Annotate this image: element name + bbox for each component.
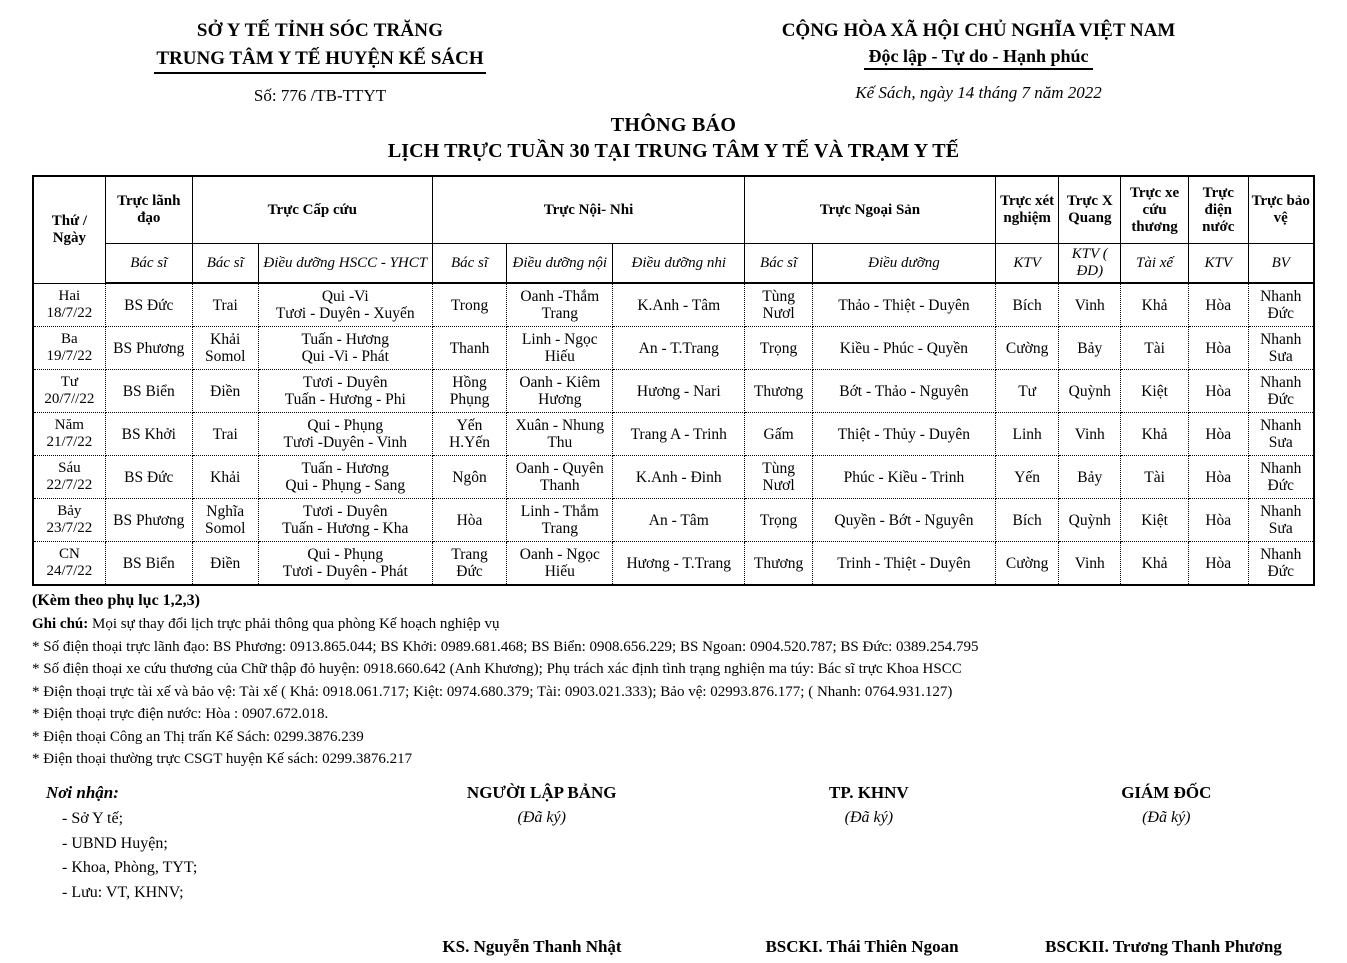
- internal-nurse-line: Thanh: [540, 477, 580, 495]
- director-signed-mark: (Đã ký): [1142, 808, 1191, 826]
- internal-doctor-line: Hồng: [452, 373, 487, 391]
- cell-xray-tech: Vinh: [1059, 413, 1121, 456]
- cell-pediatric-nurse: An - T.Trang: [613, 327, 745, 370]
- cell-surgery-doctor: Gấm: [745, 413, 813, 456]
- security-guard-line: Nhanh: [1260, 502, 1302, 520]
- emergency-nurse-line: Tuấn - Hương: [301, 459, 390, 477]
- internal-nurse-line: Oanh -Thắm: [520, 287, 600, 305]
- cell-emergency-nurse: [258, 327, 432, 370]
- internal-nurse-line: Hiếu: [544, 563, 575, 581]
- cell-security-guard: [1248, 413, 1314, 456]
- cell-emergency-nurse: [258, 370, 432, 413]
- attachment-note: (Kèm theo phụ lục 1,2,3): [32, 592, 200, 610]
- cell-driver: Khả: [1121, 542, 1189, 586]
- cell-emergency-nurse: [258, 542, 432, 586]
- internal-nurse-line: Linh - Thắm: [520, 502, 599, 520]
- motto-wrap: [640, 44, 1317, 70]
- ghichu-label: Ghi chú:: [32, 616, 89, 633]
- cell-xray-tech: Vinh: [1059, 283, 1121, 327]
- note-phone-utilities: * Điện thoại trực điện nước: Hòa : 0907.672.018.: [32, 706, 329, 723]
- khnv-signed-mark: (Đã ký): [844, 808, 894, 826]
- security-guard-line: Nhanh: [1260, 416, 1302, 434]
- cell-surgery-doctor: [745, 456, 813, 499]
- internal-nurse-line: Thu: [547, 434, 573, 452]
- cell-internal-doctor: [432, 370, 506, 413]
- emergency-nurse-line: Tươi - Duyên: [302, 373, 388, 391]
- notes-section: [32, 592, 1315, 771]
- internal-nurse-line: Oanh - Ngọc: [519, 545, 600, 563]
- cell-driver: Tài: [1121, 327, 1189, 370]
- internal-doctor-line: Phụng: [449, 391, 490, 409]
- header-leadership: Trực lãnh đạo: [105, 176, 192, 244]
- cell-leadership-doctor: BS Phương: [105, 327, 192, 370]
- emergency-doctor-line: Somol: [204, 520, 246, 538]
- emergency-nurse-line: Tuấn - Hương: [301, 330, 390, 348]
- surgery-doctor-line: Nươl: [762, 305, 795, 323]
- cell-utilities-tech: Hòa: [1189, 499, 1248, 542]
- emergency-nurse-line: Qui - Phụng: [307, 545, 384, 563]
- internal-nurse-line: Hương: [538, 391, 582, 409]
- header-internal-pediatric: Trực Nội- Nhi: [432, 176, 744, 244]
- header-emergency: Trực Cấp cứu: [192, 176, 432, 244]
- cell-driver: Kiệt: [1121, 499, 1189, 542]
- cell-security-guard: [1248, 499, 1314, 542]
- recipients-title: Nơi nhận:: [46, 782, 119, 802]
- day-name: Hai: [58, 288, 81, 305]
- subheader-surgery-nurse: Điều dưỡng: [813, 244, 996, 284]
- cell-lab-tech: Bích: [995, 283, 1059, 327]
- subheader-driver: Tài xế: [1121, 244, 1189, 284]
- preparer-name: KS. Nguyễn Thanh Nhật: [442, 936, 622, 956]
- cell-surgery-nurse: Quyền - Bớt - Nguyên: [813, 499, 996, 542]
- cell-driver: Khả: [1121, 283, 1189, 327]
- day-name: Năm: [54, 417, 84, 434]
- table-row: [33, 542, 1314, 586]
- cell-utilities-tech: Hòa: [1189, 542, 1248, 586]
- national-heading: [640, 18, 1347, 106]
- header-xray: Trực X Quang: [1059, 176, 1121, 244]
- surgery-doctor-line: Tùng: [762, 287, 795, 305]
- cell-xray-tech: Quỳnh: [1059, 370, 1121, 413]
- table-row: [33, 499, 1314, 542]
- khnv-title: TP. KHNV: [829, 782, 909, 802]
- cell-pediatric-nurse: Hương - T.Trang: [613, 542, 745, 586]
- cell-surgery-nurse: Trinh - Thiệt - Duyên: [813, 542, 996, 586]
- cell-lab-tech: Linh: [995, 413, 1059, 456]
- cell-internal-nurse: [507, 327, 613, 370]
- cell-lab-tech: Cường: [995, 327, 1059, 370]
- cell-security-guard: [1248, 456, 1314, 499]
- security-guard-line: Nhanh: [1260, 373, 1302, 391]
- cell-utilities-tech: Hòa: [1189, 456, 1248, 499]
- emergency-nurse-line: Tươi -Duyên - Vinh: [283, 434, 407, 452]
- header-ambulance: Trực xe cứu thương: [1121, 176, 1189, 244]
- subheader-internal-nurse: Điều dưỡng nội: [507, 244, 613, 284]
- cell-security-guard: [1248, 327, 1314, 370]
- khnv-head-name: BSCKI. Thái Thiên Ngoan: [765, 936, 959, 956]
- day-name: Ba: [61, 331, 78, 348]
- cell-surgery-doctor: Trọng: [745, 327, 813, 370]
- emergency-doctor-line: Somol: [204, 348, 246, 366]
- emergency-nurse-line: Tuấn - Hương - Kha: [282, 520, 409, 538]
- recipient-item: - Khoa, Phòng, TYT;: [62, 859, 198, 877]
- header-surgery-obstetrics: Trực Ngoại Sản: [745, 176, 996, 244]
- subheader-pediatric-nurse: Điều dưỡng nhi: [613, 244, 745, 284]
- signature-section: [32, 783, 1315, 963]
- subheader-lab-tech: KTV: [995, 244, 1059, 284]
- day-date: 22/7/22: [46, 477, 93, 494]
- note-phone-ambulance: * Số điện thoại xe cứu thương của Chữ thập đỏ huyện: 0918.660.642 (Anh Khương); Phụ trách xác định tình trạng nghiện ma túy: Bác sĩ trực Khoa HSCC: [32, 661, 962, 678]
- cell-surgery-nurse: Phúc - Kiều - Trinh: [813, 456, 996, 499]
- cell-surgery-doctor: [745, 283, 813, 327]
- cell-emergency-doctor: Điền: [192, 370, 258, 413]
- cell-internal-doctor: [432, 413, 506, 456]
- signature-director: [1018, 783, 1315, 906]
- security-guard-line: Sưa: [1268, 348, 1293, 366]
- district-health-center-wrap: [0, 46, 640, 75]
- cell-lab-tech: Yến: [995, 456, 1059, 499]
- cell-emergency-nurse: [258, 283, 432, 327]
- cell-internal-nurse: [507, 283, 613, 327]
- cell-internal-doctor: Hòa: [432, 499, 506, 542]
- security-guard-line: Nhanh: [1260, 459, 1302, 477]
- cell-leadership-doctor: BS Biển: [105, 370, 192, 413]
- subheader-leadership-doctor: Bác sĩ: [105, 244, 192, 284]
- cell-surgery-nurse: Bớt - Thảo - Nguyên: [813, 370, 996, 413]
- cell-internal-doctor: [432, 542, 506, 586]
- table-row: [33, 456, 1314, 499]
- cell-security-guard: [1248, 283, 1314, 327]
- internal-doctor-line: H.Yến: [449, 434, 490, 452]
- table-row: [33, 327, 1314, 370]
- cell-emergency-doctor: Điền: [192, 542, 258, 586]
- subheader-utilities-tech: KTV: [1189, 244, 1248, 284]
- cell-leadership-doctor: BS Đức: [105, 456, 192, 499]
- cell-surgery-doctor: Thương: [745, 370, 813, 413]
- district-health-center: TRUNG TÂM Y TẾ HUYỆN KẾ SÁCH: [154, 46, 485, 75]
- subheader-security-guard: BV: [1248, 244, 1314, 284]
- cell-lab-tech: Tư: [995, 370, 1059, 413]
- cell-leadership-doctor: BS Khởi: [105, 413, 192, 456]
- document-number: Số: 776 /TB-TTYT: [253, 86, 387, 106]
- cell-utilities-tech: Hòa: [1189, 327, 1248, 370]
- emergency-doctor-line: Nghĩa: [206, 502, 245, 520]
- emergency-nurse-line: Qui -Vi: [321, 287, 369, 305]
- security-guard-line: Đức: [1267, 563, 1294, 581]
- day-name: Sáu: [58, 460, 81, 477]
- cell-day-date: [33, 456, 105, 499]
- cell-emergency-nurse: [258, 499, 432, 542]
- table-row: [33, 283, 1314, 327]
- security-guard-line: Đức: [1267, 305, 1294, 323]
- cell-internal-nurse: [507, 413, 613, 456]
- recipients-block: [32, 783, 363, 906]
- security-guard-line: Nhanh: [1260, 545, 1302, 563]
- surgery-doctor-line: Tùng: [762, 459, 795, 477]
- note-phone-driver-security: * Điện thoại trực tài xế và bảo vệ: Tài xế ( Khả: 0918.061.717; Kiệt: 0974.680.379; Tài: 0903.021.333); Bảo vệ: 02993.876.177; ( Nhanh: 0764.931.127): [32, 683, 953, 700]
- emergency-nurse-line: Qui - Phụng - Sang: [285, 477, 406, 495]
- roster-table-container: [32, 175, 1315, 586]
- cell-emergency-doctor: [192, 499, 258, 542]
- cell-emergency-nurse: [258, 456, 432, 499]
- cell-xray-tech: Bảy: [1059, 327, 1121, 370]
- cell-emergency-doctor: Khải: [192, 456, 258, 499]
- document-type-title: THÔNG BÁO: [610, 114, 737, 137]
- table-body: [33, 283, 1314, 585]
- cell-day-date: [33, 542, 105, 586]
- security-guard-line: Sưa: [1268, 434, 1293, 452]
- security-guard-line: Nhanh: [1260, 287, 1302, 305]
- signature-khnv-head: [720, 783, 1017, 906]
- day-name: Bảy: [57, 503, 82, 520]
- province-health-department: SỞ Y TẾ TỈNH SÓC TRĂNG: [196, 20, 444, 41]
- cell-internal-nurse: [507, 542, 613, 586]
- subheader-emergency-nurse: Điều dưỡng HSCC - YHCT: [258, 244, 432, 284]
- note-phone-traffic-police: * Điện thoại thường trực CSGT huyện Kế sách: 0299.3876.217: [32, 751, 413, 768]
- day-date: 18/7/22: [46, 305, 93, 322]
- cell-leadership-doctor: BS Đức: [105, 283, 192, 327]
- day-date: 20/7//22: [44, 391, 95, 408]
- recipient-item: - UBND Huyện;: [62, 834, 168, 852]
- cell-pediatric-nurse: Hương - Nari: [613, 370, 745, 413]
- cell-emergency-nurse: [258, 413, 432, 456]
- emergency-nurse-line: Qui -Vi - Phát: [301, 348, 389, 366]
- recipient-item: - Sở Y tế;: [62, 809, 124, 827]
- cell-lab-tech: Bích: [995, 499, 1059, 542]
- cell-day-date: [33, 413, 105, 456]
- internal-nurse-line: Trang: [541, 520, 579, 538]
- cell-emergency-doctor: Trai: [192, 413, 258, 456]
- cell-internal-nurse: [507, 456, 613, 499]
- signature-columns: [32, 783, 1315, 906]
- cell-internal-nurse: [507, 370, 613, 413]
- internal-doctor-line: Đức: [456, 563, 483, 581]
- cell-utilities-tech: Hòa: [1189, 283, 1248, 327]
- cell-emergency-doctor: Trai: [192, 283, 258, 327]
- table-row: [33, 370, 1314, 413]
- emergency-nurse-line: Tuấn - Hương - Phi: [284, 391, 406, 409]
- cell-pediatric-nurse: Trang A - Trinh: [613, 413, 745, 456]
- cell-pediatric-nurse: K.Anh - Tâm: [613, 283, 745, 327]
- cell-internal-doctor: Trong: [432, 283, 506, 327]
- note-phone-leadership: * Số điện thoại trực lãnh đạo: BS Phương: 0913.865.044; BS Khởi: 0989.681.468; BS Biển: 0908.656.229; BS Ngoan: 0904.520.787; BS Đức: 0389.254.795: [32, 638, 979, 655]
- document-header: [0, 0, 1347, 106]
- surgery-doctor-line: Nươl: [762, 477, 795, 495]
- cell-surgery-doctor: Trọng: [745, 499, 813, 542]
- internal-nurse-line: Xuân - Nhung: [515, 416, 605, 434]
- cell-driver: Tài: [1121, 456, 1189, 499]
- security-guard-line: Sưa: [1268, 520, 1293, 538]
- cell-day-date: [33, 370, 105, 413]
- subheader-surgery-doctor: Bác sĩ: [745, 244, 813, 284]
- day-date: 24/7/22: [46, 563, 93, 580]
- cell-pediatric-nurse: An - Tâm: [613, 499, 745, 542]
- header-utilities: Trực điện nước: [1189, 176, 1248, 244]
- internal-nurse-line: Trang: [541, 305, 579, 323]
- cell-surgery-nurse: Thảo - Thiệt - Duyên: [813, 283, 996, 327]
- cell-xray-tech: Quỳnh: [1059, 499, 1121, 542]
- cell-internal-doctor: Ngôn: [432, 456, 506, 499]
- table-header: [33, 176, 1314, 283]
- ghichu-text: Mọi sự thay đổi lịch trực phải thông qua phòng Kế hoạch nghiệp vụ: [88, 616, 500, 633]
- emergency-nurse-line: Qui - Phụng: [307, 416, 384, 434]
- cell-day-date: [33, 327, 105, 370]
- note-phone-police: * Điện thoại Công an Thị trấn Kế Sách: 0299.3876.239: [32, 728, 364, 745]
- director-title: GIÁM ĐỐC: [1121, 782, 1212, 802]
- cell-leadership-doctor: BS Phương: [105, 499, 192, 542]
- country-name: CỘNG HÒA XÃ HỘI CHỦ NGHĨA VIỆT NAM: [781, 20, 1176, 41]
- issuing-organization: [0, 18, 640, 106]
- day-date: 23/7/22: [46, 520, 93, 537]
- preparer-signed-mark: (Đã ký): [517, 808, 566, 826]
- internal-nurse-line: Hiếu: [544, 348, 575, 366]
- cell-xray-tech: Bảy: [1059, 456, 1121, 499]
- preparer-title: NGƯỜI LẬP BẢNG: [466, 782, 617, 802]
- subheader-xray-tech: KTV ( ĐD): [1059, 244, 1121, 284]
- day-name: Tư: [60, 374, 78, 391]
- emergency-doctor-line: Khải: [210, 330, 241, 348]
- cell-internal-doctor: Thanh: [432, 327, 506, 370]
- cell-utilities-tech: Hòa: [1189, 370, 1248, 413]
- cell-internal-nurse: [507, 499, 613, 542]
- security-guard-line: Nhanh: [1260, 330, 1302, 348]
- cell-xray-tech: Vinh: [1059, 542, 1121, 586]
- cell-utilities-tech: Hòa: [1189, 413, 1248, 456]
- group-header-row: [33, 176, 1314, 244]
- header-security: Trực bảo vệ: [1248, 176, 1314, 244]
- internal-doctor-line: Trang: [451, 545, 488, 563]
- place-and-date: Kế Sách, ngày 14 tháng 7 năm 2022: [855, 82, 1102, 102]
- day-date: 21/7/22: [46, 434, 93, 451]
- emergency-nurse-line: Tươi - Duyên - Phát: [282, 563, 408, 581]
- document-title-block: [0, 114, 1347, 163]
- cell-driver: Khả: [1121, 413, 1189, 456]
- header-lab: Trực xét nghiệm: [995, 176, 1059, 244]
- recipient-item: - Lưu: VT, KHNV;: [62, 884, 184, 902]
- duty-roster-table: [32, 175, 1315, 586]
- cell-pediatric-nurse: K.Anh - Đinh: [613, 456, 745, 499]
- sub-header-row: [33, 244, 1314, 284]
- cell-surgery-nurse: Thiệt - Thủy - Duyên: [813, 413, 996, 456]
- director-name: BSCKII. Trương Thanh Phương: [1045, 936, 1282, 956]
- cell-leadership-doctor: BS Biển: [105, 542, 192, 586]
- cell-day-date: [33, 499, 105, 542]
- cell-surgery-doctor: Thương: [745, 542, 813, 586]
- subheader-emergency-doctor: Bác sĩ: [192, 244, 258, 284]
- day-date: 19/7/22: [46, 348, 93, 365]
- cell-lab-tech: Cường: [995, 542, 1059, 586]
- emergency-nurse-line: Tươi - Duyên: [302, 502, 388, 520]
- cell-day-date: [33, 283, 105, 327]
- internal-nurse-line: Oanh - Kiêm: [519, 373, 601, 391]
- subheader-internal-doctor: Bác sĩ: [432, 244, 506, 284]
- document-subject-title: LỊCH TRỰC TUẦN 30 TẠI TRUNG TÂM Y TẾ VÀ TRẠM Y TẾ: [387, 140, 960, 163]
- internal-doctor-line: Yến: [456, 416, 483, 434]
- cell-driver: Kiệt: [1121, 370, 1189, 413]
- day-name: CN: [58, 546, 80, 563]
- cell-emergency-doctor: [192, 327, 258, 370]
- cell-surgery-nurse: Kiều - Phúc - Quyền: [813, 327, 996, 370]
- signature-preparer: [363, 783, 720, 906]
- security-guard-line: Đức: [1267, 391, 1294, 409]
- emergency-nurse-line: Tươi - Duyên - Xuyến: [275, 305, 415, 323]
- ghichu-line: [32, 613, 1315, 636]
- security-guard-line: Đức: [1267, 477, 1294, 495]
- table-row: [33, 413, 1314, 456]
- internal-nurse-line: Oanh - Quyên: [515, 459, 604, 477]
- header-day: Thứ / Ngày: [33, 176, 105, 283]
- cell-security-guard: [1248, 370, 1314, 413]
- internal-nurse-line: Linh - Ngọc: [521, 330, 598, 348]
- cell-security-guard: [1248, 542, 1314, 586]
- national-motto: Độc lập - Tự do - Hạnh phúc: [864, 46, 1092, 70]
